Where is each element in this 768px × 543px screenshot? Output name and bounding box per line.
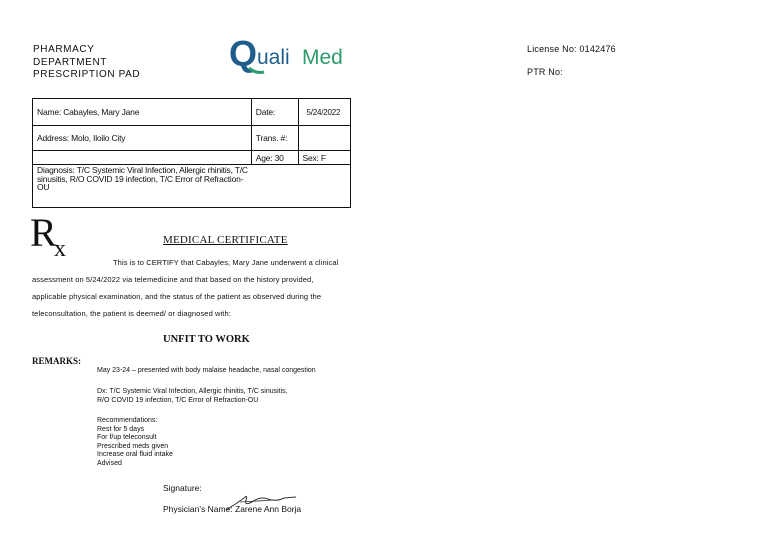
remarks-line: May 23-24 – presented with body malaise headache, nasal congestion (97, 367, 316, 374)
certify-line: applicable physical examination, and the status of the patient as observed during the (32, 292, 322, 301)
recommendation-item: Increase oral fluid intake (97, 451, 173, 459)
license-number: License No: 0142476 (527, 44, 616, 54)
patient-sex: Sex: F (298, 151, 351, 165)
certify-line: This is to CERTIFY that Cabayles, Mary Jane underwent a clinical (113, 258, 339, 267)
recommendation-item: Prescribed meds given (97, 442, 169, 450)
recommendation-item: For f/up teleconsult (97, 434, 157, 442)
patient-info-table (32, 98, 351, 208)
recommendation-item: Rest for 5 days (97, 425, 145, 433)
date-value: 5/24/2022 (298, 99, 351, 126)
patient-address: Address: Molo, Iloilo City (33, 126, 252, 151)
patient-age: Age: 30 (251, 151, 298, 165)
svg-text:R: R (30, 212, 57, 255)
certify-line: assessment on 5/24/2022 via telemedicine and that based on the history provided, (32, 275, 314, 284)
certificate-title: MEDICAL CERTIFICATE (163, 234, 288, 246)
svg-text:Q: Q (229, 33, 258, 74)
dx-line: Dx: T/C Systemic Viral Infection, Allergic rhinitis, T/C sinusitis, (97, 388, 288, 395)
dept-line: DEPARTMENT (33, 56, 107, 68)
dx-line: R/O COVID 19 infection, T/C Error of Refraction-OU (97, 396, 259, 404)
ptr-number: PTR No: (527, 67, 563, 77)
svg-text:uali: uali (257, 46, 290, 69)
recommendation-item: Advised (97, 459, 122, 467)
work-status: UNFIT TO WORK (163, 334, 250, 345)
date-label: Date: (251, 99, 298, 126)
department-header (33, 44, 140, 82)
signature-label: Signature: (163, 483, 202, 493)
blank-cell (33, 151, 252, 165)
trans-number: Trans. #: (251, 126, 298, 151)
remarks-label: REMARKS: (32, 356, 81, 366)
recommendations-block (97, 417, 173, 469)
physician-name: Physician's Name: Zarene Ann Borja (163, 504, 302, 514)
diagnosis: Diagnosis: T/C Systemic Viral Infection, Allergic rhinitis, T/C sinusitis, R/O COVID 19 infection, T/C Error of Refraction-OU (37, 165, 248, 192)
dept-line: PRESCRIPTION PAD (33, 69, 141, 80)
trans-value (298, 126, 351, 151)
recommendation-item: Recommendations: (97, 417, 158, 424)
rx-symbol (30, 212, 78, 263)
svg-text:Med: Med (302, 46, 343, 69)
svg-text:x: x (54, 236, 66, 258)
qualimed-logo (229, 30, 354, 78)
dx-block (97, 388, 288, 405)
patient-name: Name: Cabayles, Mary Jane (33, 99, 252, 126)
certify-line: teleconsultation, the patient is deemed/ or diagnosed with: (32, 309, 231, 318)
dept-line: PHARMACY (33, 44, 95, 55)
